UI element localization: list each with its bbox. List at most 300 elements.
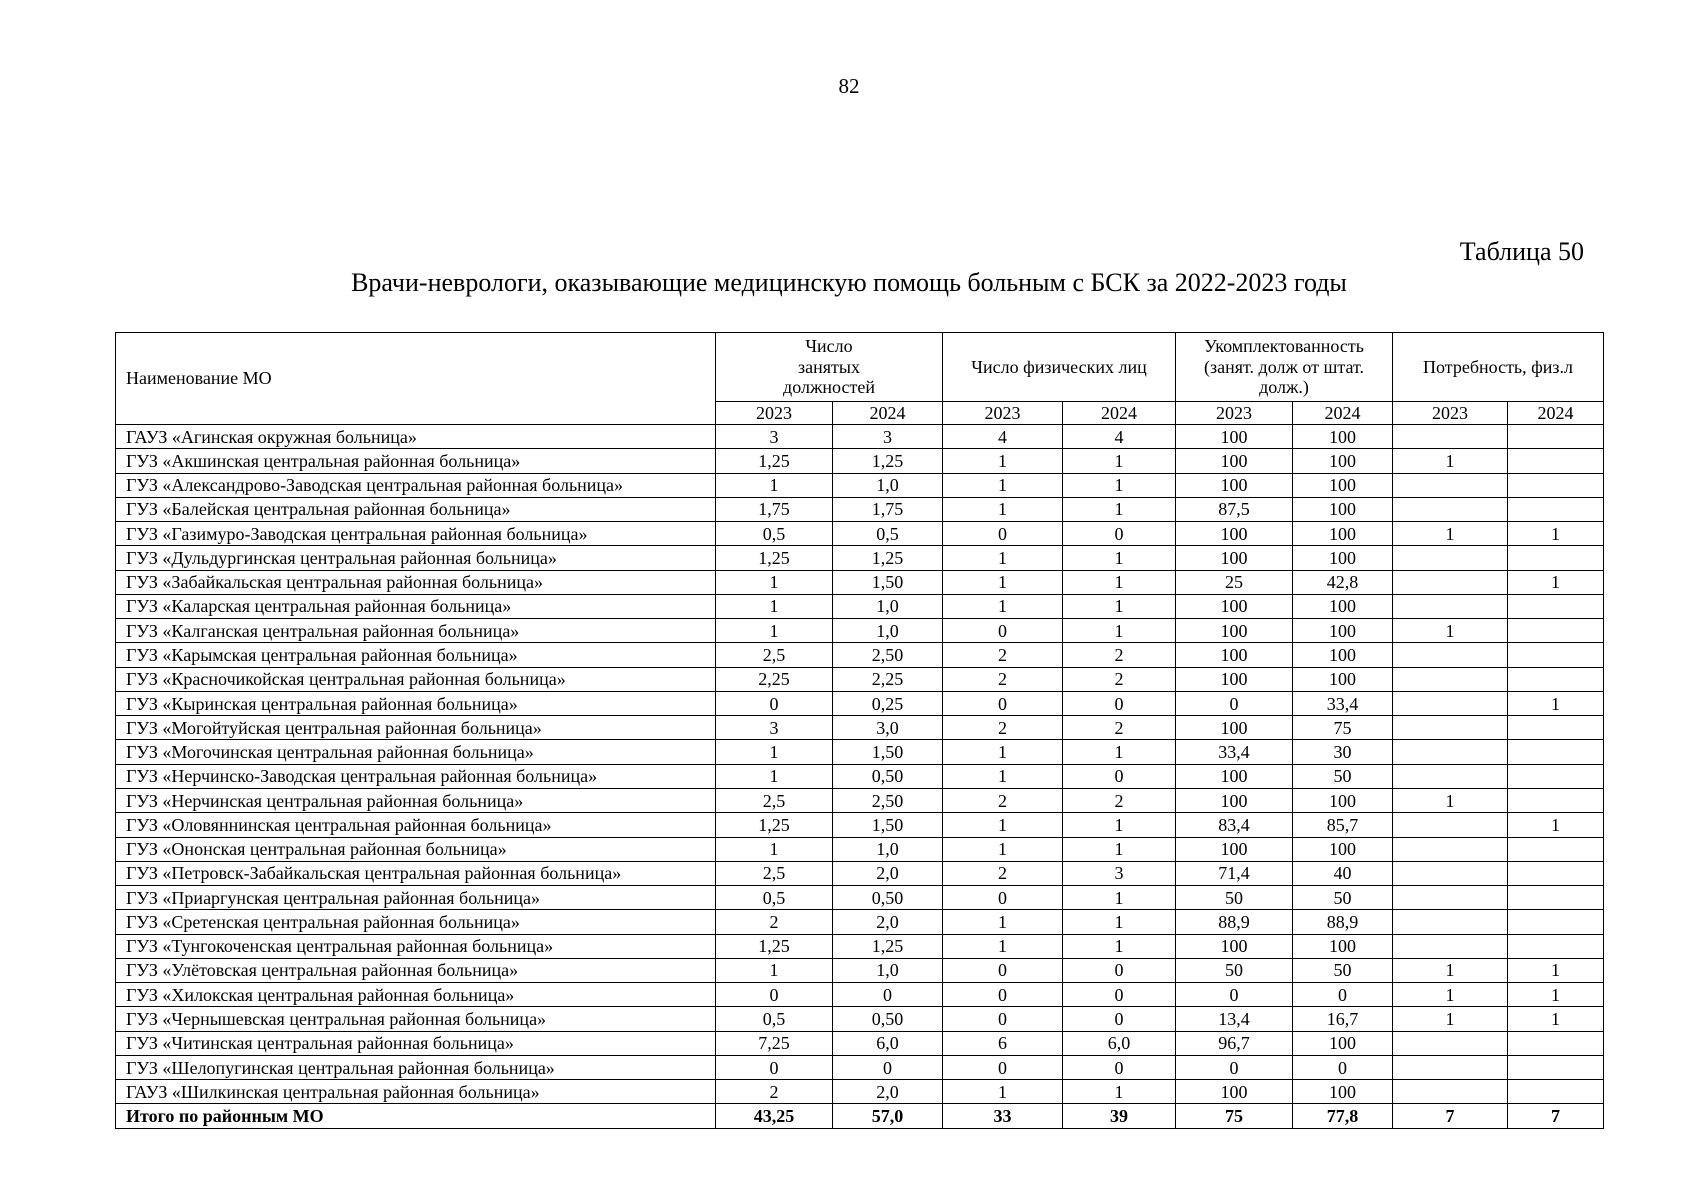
table-row xyxy=(116,425,1604,449)
cell-staffing-2023: 100 xyxy=(1176,546,1293,570)
cell-positions-2023: 1 xyxy=(716,740,833,764)
cell-persons-2024: 1 xyxy=(1063,497,1176,521)
cell-name: ГУЗ «Петровск-Забайкальская центральная районная больница» xyxy=(116,861,716,885)
cell-positions-2023: 2,5 xyxy=(716,788,833,812)
cell-need-2024 xyxy=(1508,619,1604,643)
cell-name: ГАУЗ «Агинская окружная больница» xyxy=(116,425,716,449)
cell-need-2023 xyxy=(1393,546,1508,570)
cell-persons-2023: 1 xyxy=(943,934,1063,958)
table-row xyxy=(116,497,1604,521)
cell-need-2024 xyxy=(1508,667,1604,691)
cell-name: ГУЗ «Кыринская центральная районная больница» xyxy=(116,691,716,715)
cell-need-2023 xyxy=(1393,643,1508,667)
cell-staffing-2023: 13,4 xyxy=(1176,1007,1293,1031)
cell-name: ГУЗ «Чернышевская центральная районная больница» xyxy=(116,1007,716,1031)
header-year: 2024 xyxy=(1508,402,1604,425)
cell-persons-2024: 2 xyxy=(1063,643,1176,667)
cell-name: ГУЗ «Улётовская центральная районная больница» xyxy=(116,958,716,982)
table-row xyxy=(116,1055,1604,1079)
cell-staffing-2024: 0 xyxy=(1293,1055,1393,1079)
cell-need-2024 xyxy=(1508,934,1604,958)
total-cell-positions-2023: 43,25 xyxy=(716,1104,833,1129)
cell-staffing-2024: 42,8 xyxy=(1293,570,1393,594)
table-row xyxy=(116,594,1604,618)
cell-positions-2024: 1,0 xyxy=(833,594,943,618)
cell-staffing-2024: 100 xyxy=(1293,425,1393,449)
table-row xyxy=(116,619,1604,643)
cell-need-2024 xyxy=(1508,716,1604,740)
cell-positions-2024: 1,50 xyxy=(833,570,943,594)
cell-staffing-2024: 100 xyxy=(1293,473,1393,497)
cell-persons-2023: 1 xyxy=(943,910,1063,934)
cell-need-2023: 1 xyxy=(1393,958,1508,982)
cell-name: ГУЗ «Ононская центральная районная больница» xyxy=(116,837,716,861)
cell-persons-2023: 1 xyxy=(943,813,1063,837)
header-group-staffing: Укомплектованность (занят. долж от штат. долж.) xyxy=(1176,333,1393,402)
table-row xyxy=(116,546,1604,570)
cell-persons-2023: 2 xyxy=(943,861,1063,885)
table-row xyxy=(116,667,1604,691)
cell-need-2023 xyxy=(1393,886,1508,910)
cell-staffing-2024: 100 xyxy=(1293,837,1393,861)
cell-persons-2024: 1 xyxy=(1063,1080,1176,1104)
cell-persons-2024: 0 xyxy=(1063,1055,1176,1079)
cell-positions-2023: 1 xyxy=(716,764,833,788)
total-row xyxy=(116,1104,1604,1129)
total-cell-need-2024: 7 xyxy=(1508,1104,1604,1129)
cell-staffing-2024: 40 xyxy=(1293,861,1393,885)
cell-staffing-2023: 100 xyxy=(1176,788,1293,812)
table-row xyxy=(116,643,1604,667)
table-row xyxy=(116,934,1604,958)
cell-persons-2024: 1 xyxy=(1063,619,1176,643)
cell-positions-2024: 2,50 xyxy=(833,643,943,667)
cell-persons-2023: 1 xyxy=(943,740,1063,764)
cell-name: ГУЗ «Дульдургинская центральная районная больница» xyxy=(116,546,716,570)
cell-name: ГУЗ «Карымская центральная районная больница» xyxy=(116,643,716,667)
cell-persons-2023: 0 xyxy=(943,983,1063,1007)
cell-positions-2024: 1,0 xyxy=(833,473,943,497)
cell-persons-2023: 2 xyxy=(943,667,1063,691)
cell-persons-2024: 1 xyxy=(1063,837,1176,861)
cell-name: ГУЗ «Сретенская центральная районная больница» xyxy=(116,910,716,934)
cell-persons-2024: 0 xyxy=(1063,958,1176,982)
cell-positions-2023: 1 xyxy=(716,619,833,643)
cell-need-2024 xyxy=(1508,1055,1604,1079)
cell-need-2023: 1 xyxy=(1393,983,1508,1007)
cell-name: ГУЗ «Могойтуйская центральная районная больница» xyxy=(116,716,716,740)
table-body xyxy=(116,425,1604,1129)
cell-staffing-2024: 100 xyxy=(1293,546,1393,570)
cell-name: ГУЗ «Александрово-Заводская центральная районная больница» xyxy=(116,473,716,497)
cell-persons-2023: 1 xyxy=(943,837,1063,861)
cell-positions-2024: 1,25 xyxy=(833,934,943,958)
cell-positions-2024: 0 xyxy=(833,983,943,1007)
cell-positions-2024: 1,75 xyxy=(833,497,943,521)
cell-staffing-2024: 88,9 xyxy=(1293,910,1393,934)
table-title: Врачи-неврологи, оказывающие медицинскую помощь больным с БСК за 2022-2023 годы xyxy=(351,268,1347,297)
cell-positions-2024: 0,5 xyxy=(833,522,943,546)
cell-persons-2024: 3 xyxy=(1063,861,1176,885)
cell-positions-2024: 1,0 xyxy=(833,958,943,982)
cell-need-2023 xyxy=(1393,716,1508,740)
cell-persons-2024: 0 xyxy=(1063,522,1176,546)
cell-positions-2024: 0 xyxy=(833,1055,943,1079)
cell-positions-2024: 0,25 xyxy=(833,691,943,715)
cell-name: ГУЗ «Нерчинско-Заводская центральная районная больница» xyxy=(116,764,716,788)
cell-persons-2023: 0 xyxy=(943,886,1063,910)
table-row xyxy=(116,910,1604,934)
cell-staffing-2023: 33,4 xyxy=(1176,740,1293,764)
total-cell-persons-2024: 39 xyxy=(1063,1104,1176,1129)
cell-positions-2024: 0,50 xyxy=(833,1007,943,1031)
cell-staffing-2023: 100 xyxy=(1176,643,1293,667)
cell-need-2023 xyxy=(1393,1031,1508,1055)
cell-staffing-2024: 50 xyxy=(1293,764,1393,788)
cell-name: ГУЗ «Акшинская центральная районная больница» xyxy=(116,449,716,473)
cell-persons-2024: 1 xyxy=(1063,886,1176,910)
cell-positions-2023: 2 xyxy=(716,910,833,934)
cell-persons-2023: 1 xyxy=(943,1080,1063,1104)
cell-need-2023: 1 xyxy=(1393,522,1508,546)
cell-persons-2023: 1 xyxy=(943,546,1063,570)
cell-positions-2023: 1 xyxy=(716,473,833,497)
cell-positions-2023: 0 xyxy=(716,691,833,715)
cell-need-2023 xyxy=(1393,813,1508,837)
cell-need-2024 xyxy=(1508,546,1604,570)
cell-persons-2023: 1 xyxy=(943,473,1063,497)
cell-staffing-2024: 100 xyxy=(1293,934,1393,958)
cell-staffing-2023: 100 xyxy=(1176,716,1293,740)
cell-positions-2023: 0,5 xyxy=(716,522,833,546)
cell-persons-2023: 1 xyxy=(943,570,1063,594)
cell-need-2024 xyxy=(1508,425,1604,449)
cell-persons-2023: 2 xyxy=(943,716,1063,740)
cell-positions-2023: 7,25 xyxy=(716,1031,833,1055)
table-row xyxy=(116,449,1604,473)
cell-staffing-2023: 100 xyxy=(1176,764,1293,788)
cell-need-2023 xyxy=(1393,425,1508,449)
cell-staffing-2024: 100 xyxy=(1293,643,1393,667)
page-number: 82 xyxy=(838,74,860,98)
cell-positions-2023: 3 xyxy=(716,716,833,740)
cell-staffing-2023: 71,4 xyxy=(1176,861,1293,885)
cell-need-2023 xyxy=(1393,837,1508,861)
cell-name: ГУЗ «Шелопугинская центральная районная больница» xyxy=(116,1055,716,1079)
cell-need-2024 xyxy=(1508,1031,1604,1055)
cell-positions-2023: 2,5 xyxy=(716,861,833,885)
cell-positions-2023: 0 xyxy=(716,1055,833,1079)
cell-persons-2024: 0 xyxy=(1063,764,1176,788)
cell-persons-2023: 0 xyxy=(943,522,1063,546)
cell-positions-2024: 1,50 xyxy=(833,813,943,837)
cell-positions-2024: 1,25 xyxy=(833,449,943,473)
cell-persons-2024: 1 xyxy=(1063,740,1176,764)
cell-name: ГУЗ «Могочинская центральная районная больница» xyxy=(116,740,716,764)
cell-persons-2023: 2 xyxy=(943,643,1063,667)
header-year: 2024 xyxy=(1293,402,1393,425)
cell-positions-2023: 1 xyxy=(716,958,833,982)
cell-persons-2024: 1 xyxy=(1063,570,1176,594)
cell-positions-2024: 1,25 xyxy=(833,546,943,570)
cell-positions-2024: 3,0 xyxy=(833,716,943,740)
cell-need-2023 xyxy=(1393,497,1508,521)
cell-need-2024 xyxy=(1508,837,1604,861)
cell-need-2024: 1 xyxy=(1508,522,1604,546)
cell-persons-2023: 0 xyxy=(943,958,1063,982)
cell-staffing-2024: 100 xyxy=(1293,667,1393,691)
cell-staffing-2023: 87,5 xyxy=(1176,497,1293,521)
cell-positions-2023: 1,25 xyxy=(716,813,833,837)
table-row xyxy=(116,691,1604,715)
cell-persons-2024: 1 xyxy=(1063,910,1176,934)
cell-need-2023 xyxy=(1393,1080,1508,1104)
table-label: Таблица 50 xyxy=(1459,237,1584,266)
cell-persons-2023: 1 xyxy=(943,594,1063,618)
cell-staffing-2024: 85,7 xyxy=(1293,813,1393,837)
cell-persons-2023: 0 xyxy=(943,691,1063,715)
header-group-need: Потребность, физ.л xyxy=(1393,333,1604,402)
table-row xyxy=(116,1080,1604,1104)
cell-name: ГУЗ «Забайкальская центральная районная больница» xyxy=(116,570,716,594)
table-row xyxy=(116,813,1604,837)
cell-staffing-2023: 100 xyxy=(1176,1080,1293,1104)
table-row xyxy=(116,1007,1604,1031)
cell-persons-2024: 1 xyxy=(1063,594,1176,618)
cell-positions-2023: 1,25 xyxy=(716,449,833,473)
cell-staffing-2024: 0 xyxy=(1293,983,1393,1007)
cell-need-2023 xyxy=(1393,764,1508,788)
cell-staffing-2024: 16,7 xyxy=(1293,1007,1393,1031)
cell-persons-2023: 1 xyxy=(943,764,1063,788)
cell-staffing-2023: 100 xyxy=(1176,594,1293,618)
cell-staffing-2024: 100 xyxy=(1293,497,1393,521)
table-row xyxy=(116,716,1604,740)
cell-persons-2024: 0 xyxy=(1063,983,1176,1007)
cell-staffing-2024: 100 xyxy=(1293,619,1393,643)
cell-positions-2024: 1,0 xyxy=(833,837,943,861)
cell-need-2023 xyxy=(1393,594,1508,618)
cell-need-2023 xyxy=(1393,934,1508,958)
cell-staffing-2024: 50 xyxy=(1293,958,1393,982)
cell-staffing-2023: 96,7 xyxy=(1176,1031,1293,1055)
cell-need-2024: 1 xyxy=(1508,691,1604,715)
cell-staffing-2024: 50 xyxy=(1293,886,1393,910)
cell-staffing-2024: 33,4 xyxy=(1293,691,1393,715)
cell-staffing-2024: 100 xyxy=(1293,1080,1393,1104)
cell-name: ГУЗ «Приаргунская центральная районная больница» xyxy=(116,886,716,910)
cell-persons-2023: 0 xyxy=(943,1055,1063,1079)
total-cell-name: Итого по районным МО xyxy=(116,1104,716,1129)
cell-positions-2024: 1,0 xyxy=(833,619,943,643)
cell-persons-2023: 4 xyxy=(943,425,1063,449)
cell-need-2023 xyxy=(1393,910,1508,934)
cell-name: ГУЗ «Читинская центральная районная больница» xyxy=(116,1031,716,1055)
cell-staffing-2023: 100 xyxy=(1176,934,1293,958)
cell-staffing-2023: 88,9 xyxy=(1176,910,1293,934)
cell-persons-2024: 2 xyxy=(1063,667,1176,691)
cell-need-2023 xyxy=(1393,740,1508,764)
cell-positions-2024: 6,0 xyxy=(833,1031,943,1055)
cell-persons-2024: 0 xyxy=(1063,1007,1176,1031)
cell-persons-2024: 0 xyxy=(1063,691,1176,715)
cell-persons-2024: 6,0 xyxy=(1063,1031,1176,1055)
cell-positions-2023: 1,75 xyxy=(716,497,833,521)
cell-persons-2024: 1 xyxy=(1063,813,1176,837)
cell-name: ГАУЗ «Шилкинская центральная районная больница» xyxy=(116,1080,716,1104)
table-row xyxy=(116,837,1604,861)
header-year: 2024 xyxy=(1063,402,1176,425)
header-year: 2023 xyxy=(1393,402,1508,425)
cell-need-2023: 1 xyxy=(1393,788,1508,812)
cell-need-2024 xyxy=(1508,886,1604,910)
cell-need-2024: 1 xyxy=(1508,983,1604,1007)
cell-positions-2024: 2,0 xyxy=(833,910,943,934)
header-group-persons: Число физических лиц xyxy=(943,333,1176,402)
table-row xyxy=(116,570,1604,594)
cell-positions-2024: 2,25 xyxy=(833,667,943,691)
cell-staffing-2024: 100 xyxy=(1293,1031,1393,1055)
cell-positions-2024: 2,50 xyxy=(833,788,943,812)
table-row xyxy=(116,983,1604,1007)
cell-positions-2023: 0,5 xyxy=(716,886,833,910)
cell-staffing-2023: 100 xyxy=(1176,473,1293,497)
cell-staffing-2024: 30 xyxy=(1293,740,1393,764)
cell-staffing-2023: 25 xyxy=(1176,570,1293,594)
header-year: 2023 xyxy=(1176,402,1293,425)
table-row xyxy=(116,1031,1604,1055)
table-row xyxy=(116,740,1604,764)
cell-name: ГУЗ «Нерчинская центральная районная больница» xyxy=(116,788,716,812)
header-group-positions: Число занятых должностей xyxy=(716,333,943,402)
neurologists-table xyxy=(115,332,1604,1129)
table-row xyxy=(116,788,1604,812)
cell-staffing-2024: 100 xyxy=(1293,594,1393,618)
cell-persons-2024: 1 xyxy=(1063,546,1176,570)
cell-need-2024 xyxy=(1508,861,1604,885)
cell-staffing-2024: 100 xyxy=(1293,788,1393,812)
cell-name: ГУЗ «Каларская центральная районная больница» xyxy=(116,594,716,618)
cell-need-2023 xyxy=(1393,473,1508,497)
cell-persons-2023: 1 xyxy=(943,497,1063,521)
cell-need-2024 xyxy=(1508,764,1604,788)
cell-staffing-2024: 100 xyxy=(1293,522,1393,546)
cell-positions-2024: 0,50 xyxy=(833,886,943,910)
cell-staffing-2023: 100 xyxy=(1176,522,1293,546)
cell-need-2024: 1 xyxy=(1508,813,1604,837)
cell-positions-2024: 0,50 xyxy=(833,764,943,788)
cell-staffing-2024: 100 xyxy=(1293,449,1393,473)
cell-staffing-2023: 50 xyxy=(1176,958,1293,982)
cell-positions-2023: 1,25 xyxy=(716,934,833,958)
cell-staffing-2023: 0 xyxy=(1176,983,1293,1007)
cell-persons-2024: 1 xyxy=(1063,473,1176,497)
cell-need-2023 xyxy=(1393,691,1508,715)
cell-positions-2023: 1 xyxy=(716,837,833,861)
cell-name: ГУЗ «Красночикойская центральная районная больница» xyxy=(116,667,716,691)
table-row xyxy=(116,522,1604,546)
cell-positions-2023: 1 xyxy=(716,594,833,618)
cell-persons-2023: 6 xyxy=(943,1031,1063,1055)
header-row xyxy=(116,333,1604,402)
cell-positions-2023: 2,25 xyxy=(716,667,833,691)
cell-need-2024 xyxy=(1508,497,1604,521)
cell-persons-2024: 2 xyxy=(1063,788,1176,812)
cell-persons-2023: 0 xyxy=(943,619,1063,643)
cell-positions-2023: 2 xyxy=(716,1080,833,1104)
cell-positions-2023: 0 xyxy=(716,983,833,1007)
cell-need-2024 xyxy=(1508,740,1604,764)
header-year: 2024 xyxy=(833,402,943,425)
cell-name: ГУЗ «Балейская центральная районная больница» xyxy=(116,497,716,521)
cell-staffing-2023: 50 xyxy=(1176,886,1293,910)
cell-name: ГУЗ «Оловяннинская центральная районная больница» xyxy=(116,813,716,837)
cell-need-2024: 1 xyxy=(1508,958,1604,982)
cell-staffing-2023: 100 xyxy=(1176,425,1293,449)
cell-positions-2023: 1 xyxy=(716,570,833,594)
cell-persons-2024: 1 xyxy=(1063,449,1176,473)
cell-persons-2024: 1 xyxy=(1063,934,1176,958)
cell-need-2023: 1 xyxy=(1393,1007,1508,1031)
cell-need-2024: 1 xyxy=(1508,1007,1604,1031)
cell-staffing-2023: 100 xyxy=(1176,667,1293,691)
cell-persons-2023: 0 xyxy=(943,1007,1063,1031)
cell-staffing-2024: 75 xyxy=(1293,716,1393,740)
cell-need-2024 xyxy=(1508,449,1604,473)
total-cell-need-2023: 7 xyxy=(1393,1104,1508,1129)
cell-positions-2024: 2,0 xyxy=(833,861,943,885)
cell-need-2024 xyxy=(1508,788,1604,812)
table-row xyxy=(116,861,1604,885)
header-year: 2023 xyxy=(943,402,1063,425)
cell-need-2023 xyxy=(1393,861,1508,885)
cell-staffing-2023: 100 xyxy=(1176,619,1293,643)
table-row xyxy=(116,958,1604,982)
total-cell-positions-2024: 57,0 xyxy=(833,1104,943,1129)
cell-need-2024 xyxy=(1508,910,1604,934)
cell-positions-2023: 2,5 xyxy=(716,643,833,667)
total-cell-persons-2023: 33 xyxy=(943,1104,1063,1129)
cell-need-2024 xyxy=(1508,643,1604,667)
cell-persons-2024: 2 xyxy=(1063,716,1176,740)
cell-staffing-2023: 100 xyxy=(1176,837,1293,861)
header-name: Наименование МО xyxy=(116,333,716,425)
table-row xyxy=(116,886,1604,910)
cell-name: ГУЗ «Газимуро-Заводская центральная районная больница» xyxy=(116,522,716,546)
cell-staffing-2023: 0 xyxy=(1176,1055,1293,1079)
total-cell-staffing-2024: 77,8 xyxy=(1293,1104,1393,1129)
cell-need-2024 xyxy=(1508,1080,1604,1104)
total-cell-staffing-2023: 75 xyxy=(1176,1104,1293,1129)
cell-name: ГУЗ «Хилокская центральная районная больница» xyxy=(116,983,716,1007)
cell-name: ГУЗ «Тунгокоченская центральная районная больница» xyxy=(116,934,716,958)
table-row xyxy=(116,473,1604,497)
cell-need-2023: 1 xyxy=(1393,449,1508,473)
cell-staffing-2023: 0 xyxy=(1176,691,1293,715)
cell-need-2023 xyxy=(1393,1055,1508,1079)
cell-positions-2024: 3 xyxy=(833,425,943,449)
cell-need-2024 xyxy=(1508,594,1604,618)
cell-staffing-2023: 100 xyxy=(1176,449,1293,473)
cell-need-2023 xyxy=(1393,667,1508,691)
table-row xyxy=(116,764,1604,788)
cell-persons-2023: 1 xyxy=(943,449,1063,473)
cell-need-2023: 1 xyxy=(1393,619,1508,643)
cell-persons-2023: 2 xyxy=(943,788,1063,812)
cell-need-2024 xyxy=(1508,473,1604,497)
cell-positions-2023: 0,5 xyxy=(716,1007,833,1031)
cell-positions-2023: 3 xyxy=(716,425,833,449)
